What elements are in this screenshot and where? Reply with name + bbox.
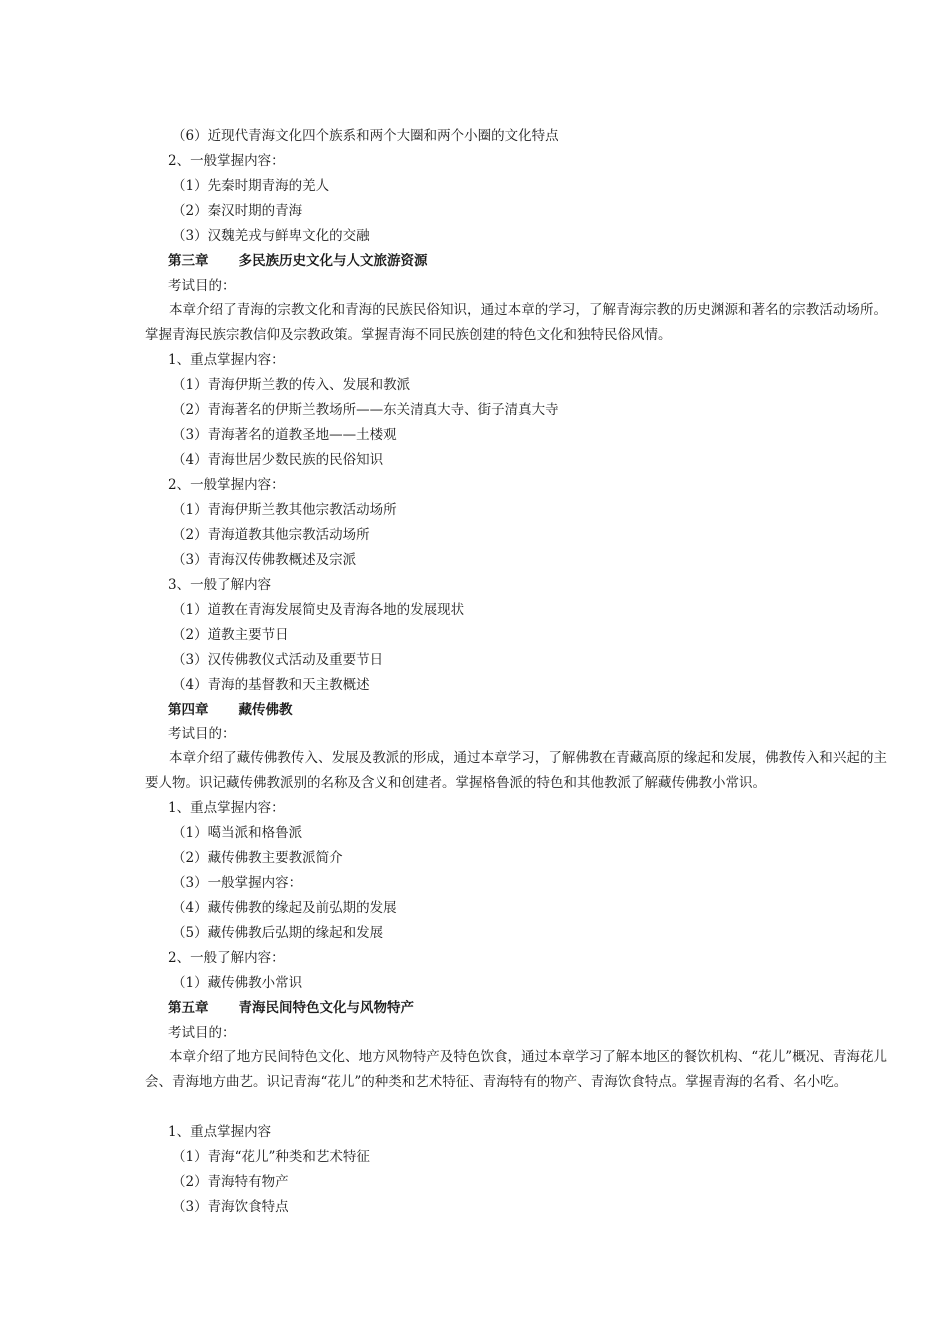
section-heading: 2、一般了解内容： (168, 950, 285, 966)
chapter-description: 本章介绍了青海的宗教文化和青海的民族民俗知识，通过本章的学习，了解青海宗教的历史渊源和著名的宗教活动场所。掌握青海民族宗教信仰及宗教政策。掌握青海不同民族创建的特色文化和独特民俗风情。 (145, 302, 887, 343)
list-item: （2）青海道教其他宗教活动场所 (172, 527, 370, 543)
section-heading: 2、一般掌握内容： (168, 477, 285, 493)
exam-purpose-label: 考试目的： (168, 726, 236, 742)
exam-purpose-label: 考试目的： (168, 1025, 236, 1041)
chapter-heading (168, 252, 428, 270)
chapter-description: 本章介绍了地方民间特色文化、地方风物特产及特色饮食，通过本章学习了解本地区的餐饮机构、“花儿”概况、青海花儿会、青海地方曲艺。识记青海“花儿”的种类和艺术特征、青海特有的物产、青海饮食特点。掌握青海的名肴、名小吃。 (145, 1049, 887, 1090)
chapter-title: 藏传佛教 (238, 702, 293, 718)
list-item: （1）噶当派和格鲁派 (172, 825, 303, 841)
list-item: （2）青海特有物产 (172, 1174, 289, 1190)
list-item: （1）先秦时期青海的羌人 (172, 178, 330, 194)
section-heading: 1、重点掌握内容： (168, 800, 285, 816)
list-item: （1）藏传佛教小常识 (172, 975, 303, 991)
list-item: （3）青海饮食特点 (172, 1199, 289, 1215)
chapter-description: 本章介绍了藏传佛教传入、发展及教派的形成，通过本章学习，了解佛教在青藏高原的缘起和发展，佛教传入和兴起的主要人物。识记藏传佛教派别的名称及含义和创建者。掌握格鲁派的特色和其他教派了解藏传佛教小常识。 (145, 750, 887, 791)
list-item: （5）藏传佛教后弘期的缘起和发展 (172, 925, 384, 941)
list-item: （2）青海著名的伊斯兰教场所——东关清真大寺、街子清真大寺 (172, 402, 559, 418)
chapter-number: 第三章 (168, 253, 209, 269)
chapter-heading (168, 999, 414, 1017)
list-item: （1）青海伊斯兰教的传入、发展和教派 (172, 377, 411, 393)
section-heading: 3、一般了解内容 (168, 577, 272, 593)
list-item: （2）藏传佛教主要教派简介 (172, 850, 343, 866)
list-item: （1）道教在青海发展简史及青海各地的发展现状 (172, 602, 465, 618)
section-heading: 1、重点掌握内容 (168, 1124, 272, 1140)
list-item: （3）青海著名的道教圣地——土楼观 (172, 427, 397, 443)
list-item: （6）近现代青海文化四个族系和两个大圈和两个小圈的文化特点 (172, 128, 559, 144)
list-item: （2）秦汉时期的青海 (172, 203, 303, 219)
chapter-number: 第五章 (168, 1000, 209, 1016)
list-item: （4）藏传佛教的缘起及前弘期的发展 (172, 900, 397, 916)
list-item: （1）青海“花儿”种类和艺术特征 (172, 1149, 370, 1165)
section-heading: 2、一般掌握内容： (168, 153, 285, 169)
exam-purpose-label: 考试目的： (168, 278, 236, 294)
chapter-number: 第四章 (168, 702, 209, 718)
list-item: （1）青海伊斯兰教其他宗教活动场所 (172, 502, 397, 518)
section-heading: 1、重点掌握内容： (168, 352, 285, 368)
list-item: （3）青海汉传佛教概述及宗派 (172, 552, 357, 568)
list-item: （4）青海的基督教和天主教概述 (172, 677, 370, 693)
list-item: （4）青海世居少数民族的民俗知识 (172, 452, 384, 468)
chapter-title: 多民族历史文化与人文旅游资源 (238, 253, 428, 269)
list-item: （3）汉魏羌戎与鲜卑文化的交融 (172, 228, 370, 244)
chapter-title: 青海民间特色文化与风物特产 (238, 1000, 414, 1016)
chapter-heading (168, 701, 293, 719)
list-item: （2）道教主要节日 (172, 627, 289, 643)
list-item: （3）汉传佛教仪式活动及重要节日 (172, 652, 384, 668)
list-item: （3）一般掌握内容： (172, 875, 303, 891)
